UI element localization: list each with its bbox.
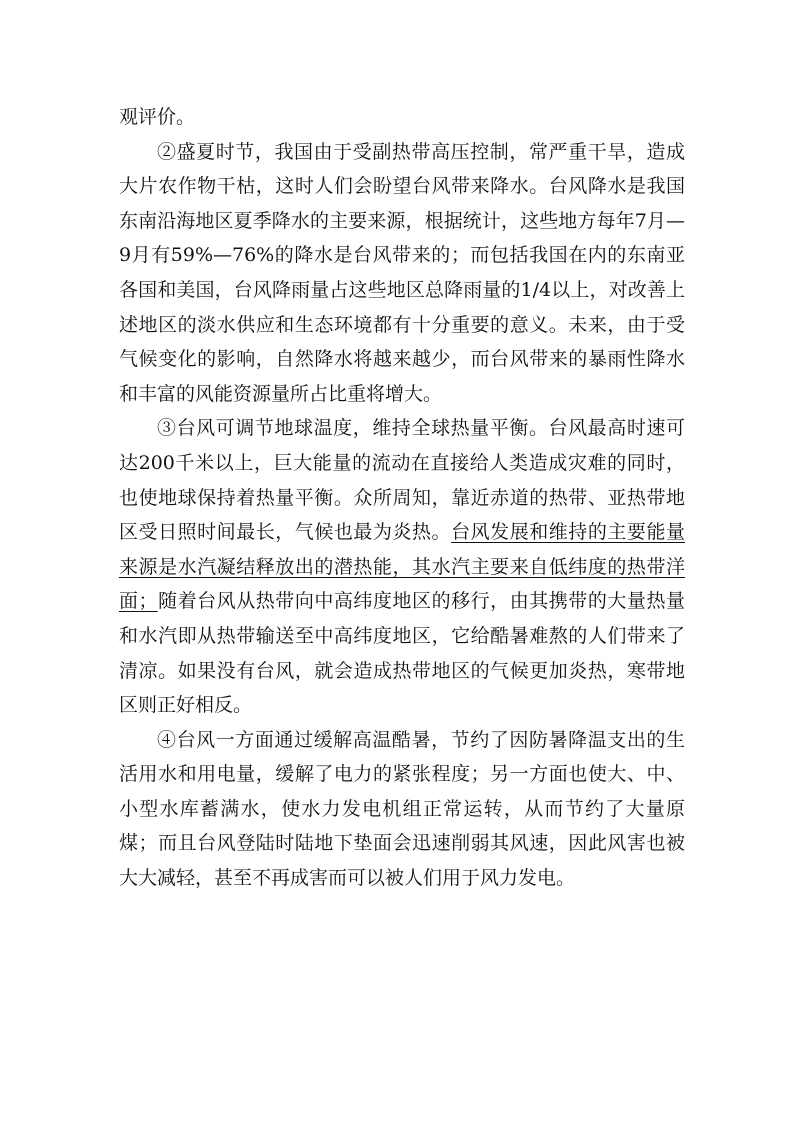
document-body (119, 100, 685, 896)
paragraph-4: ④台风一方面通过缓解高温酷暑，节约了因防暑降温支出的生活用水和用电量，缓解了电力的紧张程度；另一方面也使大、中、小型水库蓄满水，使水力发电机组正常运转，从而节约了大量原煤；而且台风登陆时陆地下垫面会迅速削弱其风速，因此风害也被大大减轻，甚至不再成害而可以被人们用于风力发电。 (119, 728, 685, 890)
paragraph-3 (119, 411, 685, 722)
paragraph-2: ②盛夏时节，我国由于受副热带高压控制，常严重干旱，造成大片农作物干枯，这时人们会盼望台风带来降水。台风降水是我国东南沿海地区夏季降水的主要来源，根据统计，这些地方每年7月—9月有59%—76%的降水是台风带来的；而包括我国在内的东南亚各国和美国，台风降雨量占这些地区总降雨量的1/4以上，对改善上述地区的淡水供应和生态环境都有十分重要的意义。未来，由于受气候变化的影响，自然降水将越来越少，而台风带来的暴雨性降水和丰富的风能资源量所占比重将增大。 (119, 140, 685, 405)
paragraph-3-text-start: ③台风可调节地球温度，维持全球热量平衡。台风最高时速可达200千米以上，巨大能量的流动在直接给人类造成灾难的同时，也使地球保持着热量平衡。众所周知，靠近赤道的热带、亚热带地区受日照时间最长，气候也最为炎热。 (119, 417, 685, 544)
underlined-sentence: 台风发展和维持的主要能量来源是水汽凝结释放出的潜热能，其水汽主要来自低纬度的热带洋面； (119, 521, 685, 613)
paragraph-3-text-end: 随着台风从热带向中高纬度地区的移行，由其携带的大量热量和水汽即从热带输送至中高纬度地区，它给酷暑难熬的人们带来了清凉。如果没有台风，就会造成热带地区的气候更加炎热，寒带地区则正好相反。 (119, 590, 685, 717)
paragraph-fragment: 观评价。 (119, 106, 196, 128)
